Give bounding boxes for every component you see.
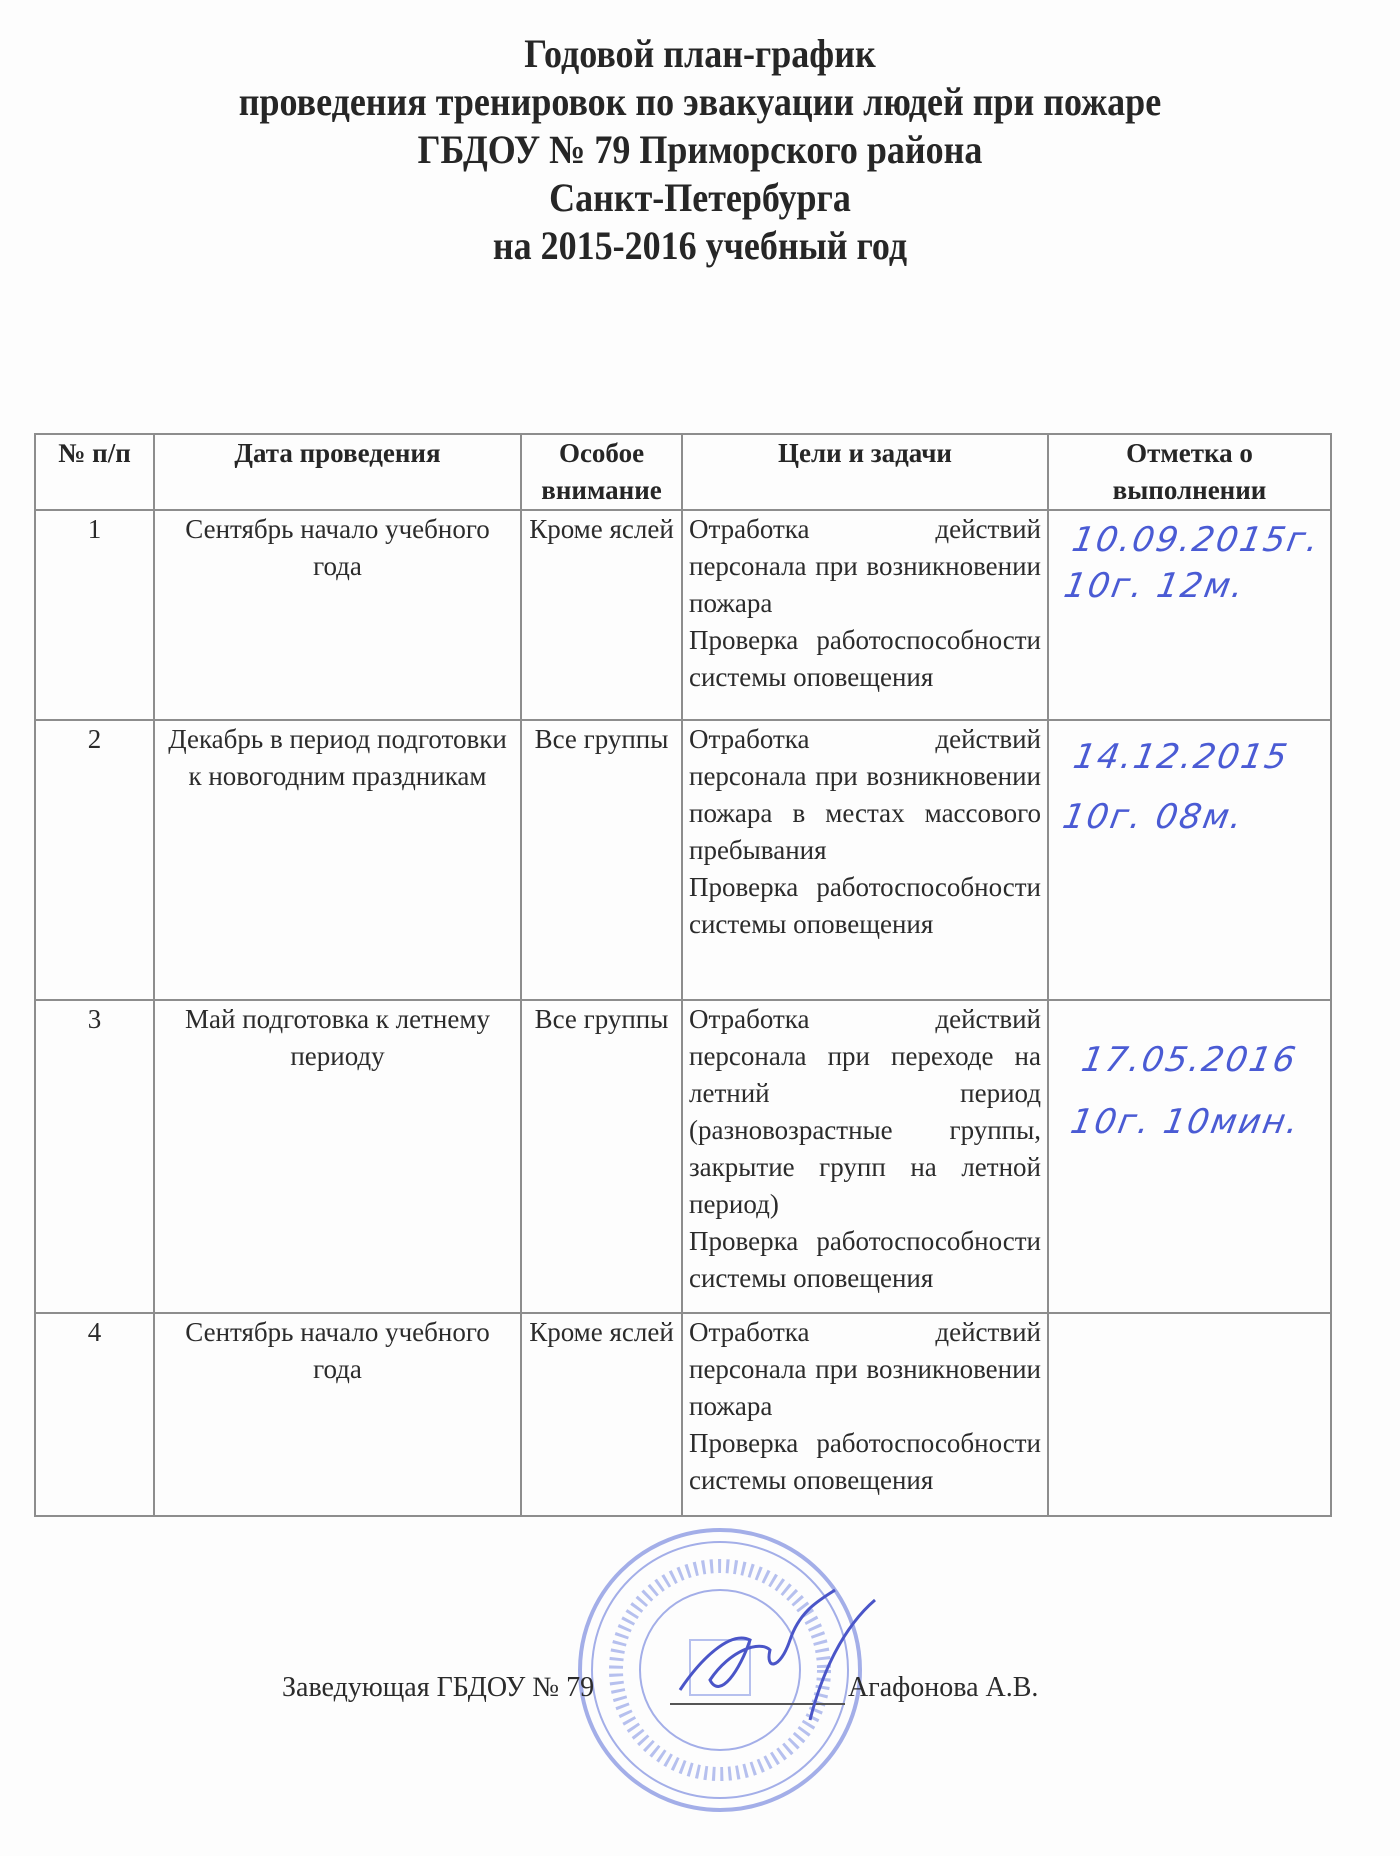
cell-goals <box>682 510 1048 720</box>
cell-date: Сентябрь начало учебного года <box>154 1313 521 1516</box>
cell-mark <box>1048 720 1331 1000</box>
mark-date: 10.09.2015г. <box>1069 520 1324 560</box>
cell-num: 4 <box>35 1313 154 1516</box>
table-row <box>35 510 1331 720</box>
header-goals: Цели и задачи <box>682 434 1048 510</box>
mark-duration: 10г. 08м. <box>1059 797 1248 837</box>
title-line: Годовой план-график <box>524 31 876 76</box>
cell-mark <box>1048 1000 1331 1313</box>
handwritten-mark <box>1046 511 1332 609</box>
mark-date: 14.12.2015 <box>1070 737 1292 777</box>
mark-duration: 10г. 12м. <box>1060 566 1249 606</box>
cell-attention: Все группы <box>521 1000 682 1313</box>
table-row <box>35 1000 1331 1313</box>
cell-mark <box>1048 1313 1331 1516</box>
goal-text: Проверка работоспособности системы оповещения <box>689 625 1041 692</box>
header-date: Дата проведения <box>154 434 521 510</box>
mark-date: 17.05.2016 <box>1078 1040 1301 1080</box>
document-title <box>70 30 1330 270</box>
header-num: № п/п <box>35 434 154 510</box>
goal-text: Отработка действий персонала при возникновении пожара <box>689 514 1041 618</box>
mark-duration: 10г. 10мин. <box>1067 1102 1304 1142</box>
goal-text: Отработка действий персонала при возникновении пожара в местах массового пребывания <box>689 724 1041 865</box>
cell-attention: Все группы <box>521 720 682 1000</box>
schedule-table <box>34 433 1332 1517</box>
goal-text: Проверка работоспособности системы оповещения <box>689 1226 1041 1293</box>
cell-attention: Кроме яслей <box>521 1313 682 1516</box>
goal-text: Отработка действий персонала при переходе на летний период (разновозрастные группы, закрытие групп на летной период) <box>689 1004 1041 1219</box>
title-line: проведения тренировок по эвакуации людей при пожаре <box>238 79 1162 124</box>
handwritten-mark <box>1044 721 1335 847</box>
cell-mark <box>1048 510 1331 720</box>
goal-text: Проверка работоспособности системы оповещения <box>689 1428 1041 1495</box>
handwritten-mark <box>1054 1314 1324 1320</box>
table-row <box>35 720 1331 1000</box>
cell-goals <box>682 1313 1048 1516</box>
cell-date: Декабрь в период подготовки к новогодним праздникам <box>154 720 521 1000</box>
goal-text: Проверка работоспособности системы оповещения <box>689 872 1041 939</box>
header-mark: Отметка о выполнении <box>1048 434 1331 510</box>
cell-goals <box>682 720 1048 1000</box>
cell-goals <box>682 1000 1048 1313</box>
signature-name: Агафонова А.В. <box>848 1672 1039 1703</box>
header-attention: Особое внимание <box>521 434 682 510</box>
signature-position: Заведующая ГБДОУ № 79 <box>282 1672 595 1703</box>
table-row <box>35 1313 1331 1516</box>
cell-date: Сентябрь начало учебного года <box>154 510 521 720</box>
signature-icon <box>660 1580 900 1730</box>
cell-num: 1 <box>35 510 154 720</box>
title-line: на 2015-2016 учебный год <box>492 223 908 268</box>
title-line: Санкт-Петербурга <box>549 175 851 220</box>
table-header-row <box>35 434 1331 510</box>
cell-attention: Кроме яслей <box>521 510 682 720</box>
cell-date: Май подготовка к летнему периоду <box>154 1000 521 1313</box>
goal-text: Отработка действий персонала при возникновении пожара <box>689 1317 1041 1421</box>
title-line: ГБДОУ № 79 Приморского района <box>417 127 983 172</box>
cell-num: 2 <box>35 720 154 1000</box>
handwritten-mark <box>1042 1001 1338 1153</box>
cell-num: 3 <box>35 1000 154 1313</box>
